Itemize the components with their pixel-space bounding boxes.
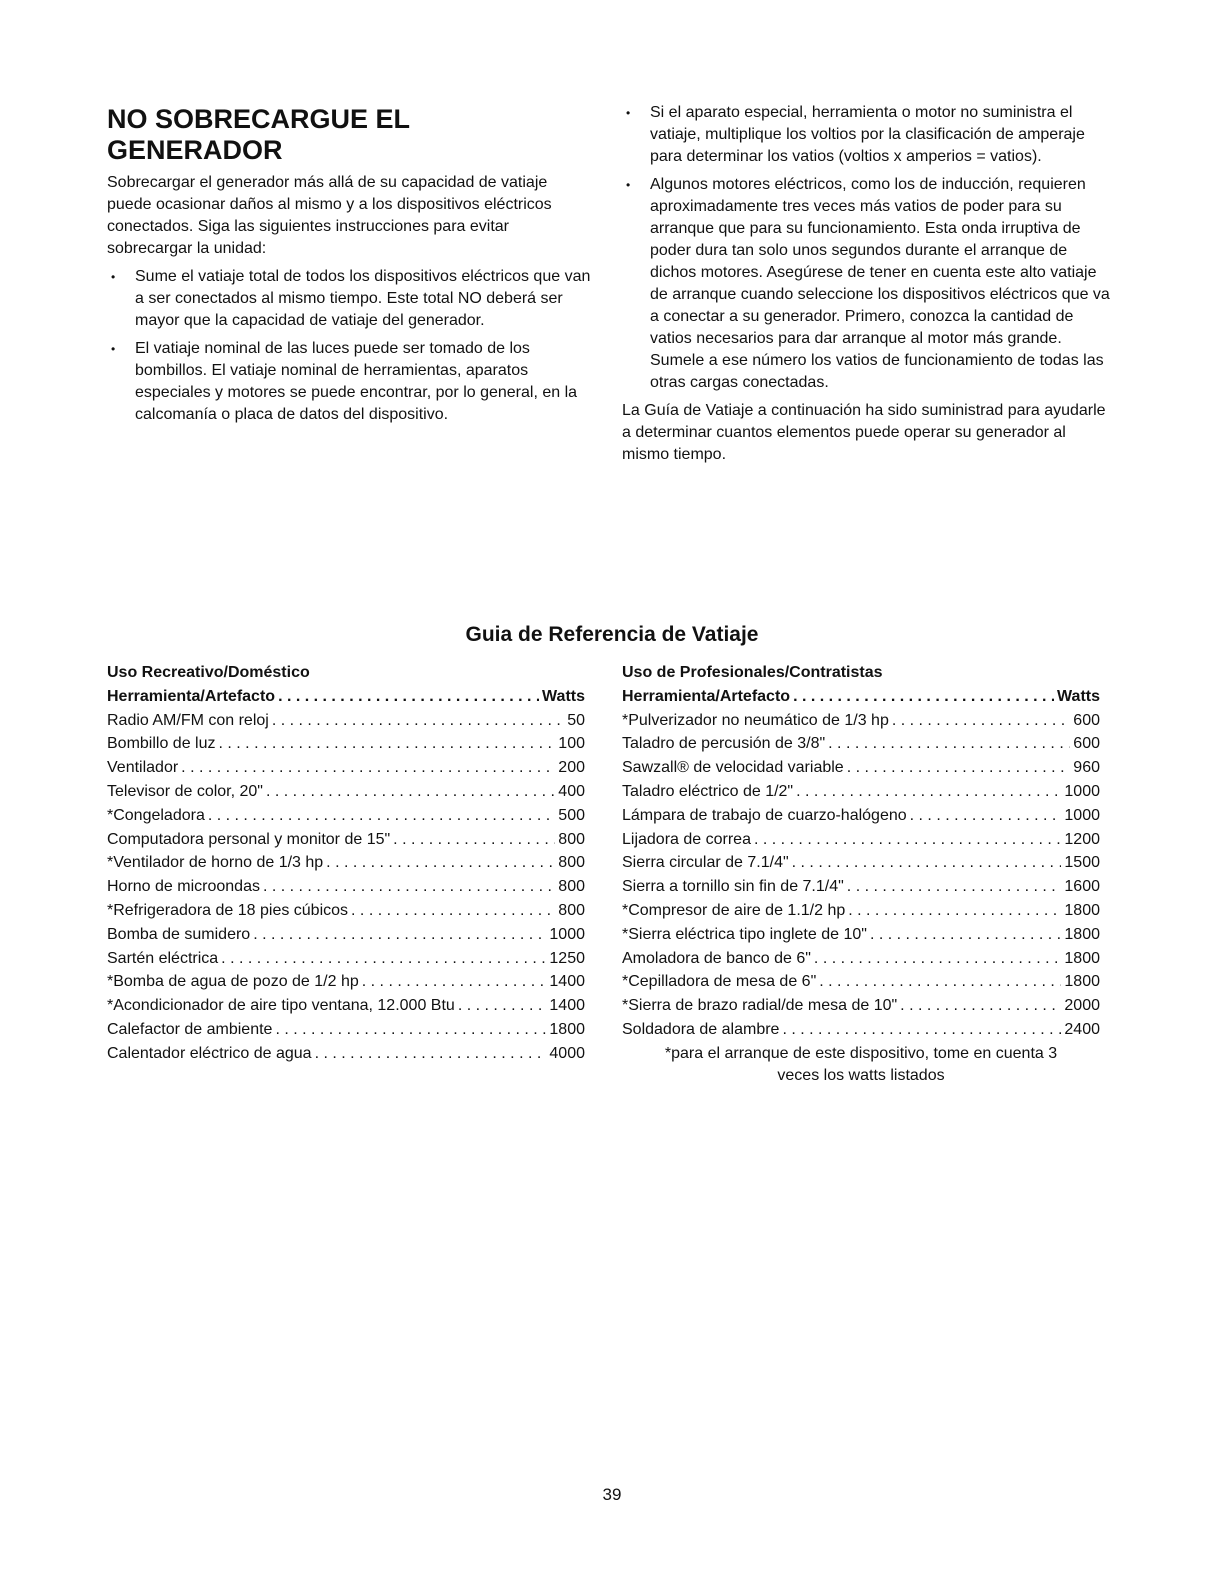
item-watts: 2400: [1064, 1020, 1100, 1038]
dot-leader: [208, 804, 555, 828]
dot-leader: [393, 828, 555, 852]
item-name: Horno de microondas: [107, 878, 260, 896]
item-name: *Sierra de brazo radial/de mesa de 10": [622, 997, 898, 1015]
guide-title: Guia de Referencia de Vatiaje: [465, 623, 759, 646]
bullet-item: • Sume el vatiaje total de todos los dispositivos eléctricos que van a ser conectados al mismo tiempo. Este total NO deberá ser mayor que la capacidad de vatiaje del generador.: [107, 266, 593, 332]
table-row: [622, 756, 1100, 780]
item-name: Lámpara de trabajo de cuarzo-halógeno: [622, 806, 907, 824]
column-header-watts: Watts: [1057, 687, 1100, 705]
item-name: *Congeladora: [107, 806, 205, 824]
item-watts: 1250: [549, 949, 585, 967]
item-watts: 400: [558, 782, 585, 800]
table-row: [107, 923, 585, 947]
dot-leader: [848, 899, 1061, 923]
dot-leader: [847, 875, 1062, 899]
table-row: [107, 947, 585, 971]
item-name: Computadora personal y monitor de 15": [107, 830, 391, 848]
item-name: Bomba de sumidero: [107, 925, 251, 943]
item-watts: 1800: [1064, 901, 1100, 919]
item-watts: 1000: [1064, 806, 1100, 824]
table-row: [622, 923, 1100, 947]
dot-leader: [754, 828, 1061, 852]
dot-leader: [792, 851, 1062, 875]
item-name: Soldadora de alambre: [622, 1020, 780, 1038]
table-row: [622, 732, 1100, 756]
item-watts: 600: [1073, 735, 1100, 753]
item-name: Radio AM/FM con reloj: [107, 711, 269, 729]
table-row: [622, 994, 1100, 1018]
item-name: Sierra circular de 7.1/4": [622, 854, 789, 872]
dot-leader: [278, 685, 539, 709]
item-name: Bombillo de luz: [107, 735, 216, 753]
table-header: [107, 685, 585, 709]
item-name: *Compresor de aire de 1.1/2 hp: [622, 901, 846, 919]
item-name: Ventilador: [107, 759, 179, 777]
table-row: [107, 899, 585, 923]
item-watts: 4000: [549, 1044, 585, 1062]
table-row: [622, 828, 1100, 852]
table-row: [107, 828, 585, 852]
dot-leader: [266, 780, 555, 804]
table-row: [107, 851, 585, 875]
dot-leader: [892, 709, 1070, 733]
wattage-table-professional: [622, 661, 1100, 1087]
item-watts: 1200: [1064, 830, 1100, 848]
item-watts: 1000: [1064, 782, 1100, 800]
column-header-item: Herramienta/Artefacto: [107, 687, 276, 705]
item-watts: 800: [558, 830, 585, 848]
dot-leader: [221, 947, 546, 971]
page-title: NO SOBRECARGUE EL GENERADOR: [107, 104, 410, 165]
item-watts: 1800: [1064, 973, 1100, 991]
dot-leader: [315, 1042, 547, 1066]
intro-paragraph: Sobrecargar el generador más allá de su capacidad de vatiaje puede ocasionar daños al mismo y a los dispositivos eléctricos conectados. Siga las siguientes instrucciones para evitar sobrecargar la unidad:: [107, 174, 552, 257]
item-name: Amoladora de banco de 6": [622, 949, 811, 967]
wattage-table-recreational: [107, 661, 585, 1066]
dot-leader: [796, 780, 1061, 804]
item-name: Sawzall® de velocidad variable: [622, 759, 844, 777]
bullet-item: • Algunos motores eléctricos, como los de inducción, requieren aproximadamente tres veces más vatios de poder para su arranque que para su funcionamiento. Esta onda irruptiva de poder dura tan solo unos segundos durante el arranque de dichos motores. Asegúrese de tener en cuenta este alto vatiaje de arranque cuando seleccione los dispositivos eléctricos que va a conectar a su generador. Primero, conozca la cantidad de vatios necesarios para dar arranque al motor más grande. Sumele a ese número los vatios de funcionamiento de todas las otras cargas conectadas.: [622, 174, 1110, 394]
dot-leader: [814, 947, 1061, 971]
item-watts: 200: [558, 759, 585, 777]
item-watts: 500: [558, 806, 585, 824]
item-watts: 1800: [1064, 925, 1100, 943]
table-category: Uso de Profesionales/Contratistas: [622, 664, 883, 681]
item-watts: 960: [1073, 759, 1100, 777]
dot-leader: [272, 709, 564, 733]
table-footnote: *para el arranque de este dispositivo, tome en cuenta 3 veces los watts listados: [664, 1044, 1058, 1084]
item-watts: 800: [558, 901, 585, 919]
right-column: [622, 102, 1110, 466]
item-watts: 1500: [1064, 854, 1100, 872]
item-watts: 800: [558, 854, 585, 872]
table-row: [107, 709, 585, 733]
table-category: Uso Recreativo/Doméstico: [107, 664, 310, 681]
dot-leader: [263, 875, 555, 899]
dot-leader: [782, 1018, 1061, 1042]
table-row: [107, 1018, 585, 1042]
bullet-item: • Si el aparato especial, herramienta o motor no suministra el vatiaje, multiplique los voltios por la clasificación de amperaje para determinar los vatios (voltios x amperios = vatios).: [622, 102, 1110, 168]
table-row: [107, 732, 585, 756]
item-watts: 100: [558, 735, 585, 753]
bullet-item: • El vatiaje nominal de las luces puede ser tomado de los bombillos. El vatiaje nominal de herramientas, aparatos especiales y motores se puede encontrar, por lo general, en la calcomanía o placa de datos del dispositivo.: [107, 338, 593, 426]
item-watts: 1800: [549, 1020, 585, 1038]
item-watts: 50: [567, 711, 585, 729]
item-name: *Refrigeradora de 18 pies cúbicos: [107, 901, 349, 919]
item-watts: 1800: [1064, 949, 1100, 967]
item-name: *Pulverizador no neumático de 1/3 hp: [622, 711, 889, 729]
item-name: Lijadora de correa: [622, 830, 751, 848]
table-row: [107, 994, 585, 1018]
item-name: Sartén eléctrica: [107, 949, 219, 967]
dot-leader: [870, 923, 1061, 947]
table-row: [622, 947, 1100, 971]
item-name: Taladro de percusión de 3/8": [622, 735, 826, 753]
table-row: [622, 875, 1100, 899]
table-row: [622, 851, 1100, 875]
closing-paragraph: La Guía de Vatiaje a continuación ha sido suministrad para ayudarle a determinar cuantos elementos puede operar su generador al mismo tiempo.: [622, 402, 1106, 463]
dot-leader: [351, 899, 555, 923]
dot-leader: [910, 804, 1062, 828]
table-row: [622, 804, 1100, 828]
table-row: [622, 899, 1100, 923]
item-watts: 1000: [549, 925, 585, 943]
item-name: Calefactor de ambiente: [107, 1020, 273, 1038]
item-name: *Bomba de agua de pozo de 1/2 hp: [107, 973, 359, 991]
item-name: Calentador eléctrico de agua: [107, 1044, 312, 1062]
column-header-watts: Watts: [542, 687, 585, 705]
table-row: [622, 1018, 1100, 1042]
item-name: *Sierra eléctrica tipo inglete de 10": [622, 925, 867, 943]
table-row: [622, 970, 1100, 994]
dot-leader: [900, 994, 1061, 1018]
item-name: *Acondicionador de aire tipo ventana, 12.000 Btu: [107, 997, 455, 1015]
dot-leader: [458, 994, 547, 1018]
item-name: Televisor de color, 20": [107, 782, 263, 800]
dot-leader: [793, 685, 1054, 709]
dot-leader: [362, 970, 547, 994]
table-row: [622, 780, 1100, 804]
item-name: *Ventilador de horno de 1/3 hp: [107, 854, 324, 872]
dot-leader: [819, 970, 1061, 994]
page-number: 39: [602, 1485, 622, 1504]
item-watts: 1400: [549, 973, 585, 991]
table-row: [107, 1042, 585, 1066]
dot-leader: [181, 756, 555, 780]
item-watts: 1400: [549, 997, 585, 1015]
table-row: [107, 875, 585, 899]
table-row: [622, 709, 1100, 733]
table-row: [107, 804, 585, 828]
dot-leader: [253, 923, 546, 947]
dot-leader: [847, 756, 1071, 780]
item-watts: 1600: [1064, 878, 1100, 896]
item-name: *Cepilladora de mesa de 6": [622, 973, 817, 991]
dot-leader: [219, 732, 556, 756]
dot-leader: [275, 1018, 546, 1042]
table-row: [107, 756, 585, 780]
column-header-item: Herramienta/Artefacto: [622, 687, 791, 705]
item-name: Taladro eléctrico de 1/2": [622, 782, 794, 800]
table-row: [107, 780, 585, 804]
item-watts: 2000: [1064, 997, 1100, 1015]
left-column: [107, 172, 593, 426]
table-header: [622, 685, 1100, 709]
item-watts: 800: [558, 878, 585, 896]
table-row: [107, 970, 585, 994]
item-watts: 600: [1073, 711, 1100, 729]
dot-leader: [828, 732, 1070, 756]
item-name: Sierra a tornillo sin fin de 7.1/4": [622, 878, 844, 896]
dot-leader: [326, 851, 555, 875]
